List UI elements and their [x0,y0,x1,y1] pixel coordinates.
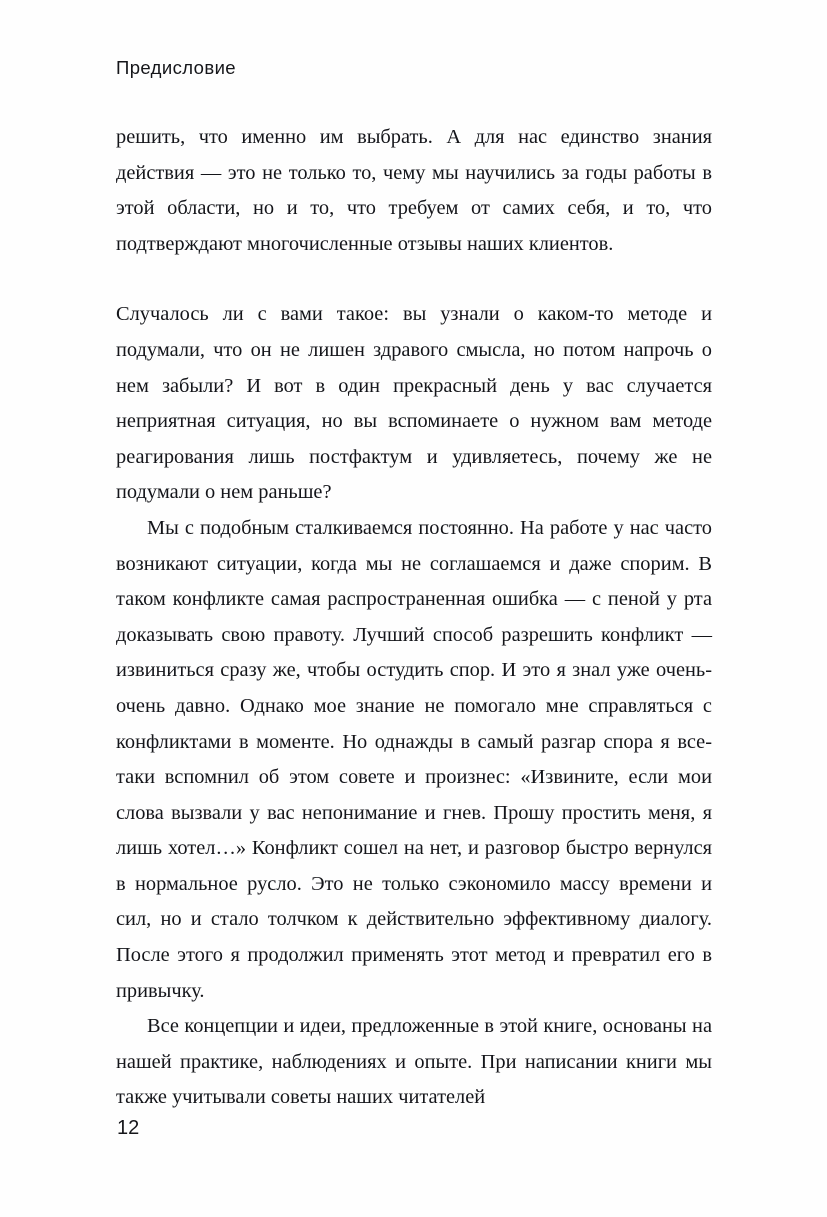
page-body [116,120,712,1116]
paragraph: решить, что именно им выбрать. А для нас единство знания действия — это не только то, чему мы научились за годы работы в этой области, но и то, что требуем от самих себя, и то, что подтверждают многочисленные отзывы наших клиентов. [116,126,712,255]
running-head: Предисловие [116,57,236,78]
paragraph: Случалось ли с вами такое: вы узнали о каком-то методе и подумали, что он не лишен здравого смысла, но потом напрочь о нем забыли? И вот в один прекрасный день у вас случается неприятная ситуация, но вы вспоминаете о нужном вам методе реагирования лишь постфактум и удивляетесь, почему же не подумали о нем раньше? [116,303,712,504]
page-number: 12 [117,1117,140,1139]
paragraph: Мы с подобным сталкиваемся постоянно. На работе у нас часто возникают ситуации, когда мы не соглашаемся и даже спорим. В таком конфликте самая распространенная ошибка — с пеной у рта доказывать свою правоту. Лучший способ разрешить конфликт — извиниться сразу же, чтобы остудить спор. И это я знал уже очень-очень давно. Однако мое знание не помогало мне справляться с конфликтами в моменте. Но однажды в самый разгар спора я все-таки вспомнил об этом совете и произнес: «Извините, если мои слова вызвали у вас непонимание и гнев. Прошу простить меня, я лишь хотел…» Конфликт сошел на нет, и разговор быстро вернулся в нормальное русло. Это не только сэкономило массу времени и сил, но и стало толчком к действительно эффективному диалогу. После этого я продолжил применять этот метод и превратил его в привычку. [116,516,712,1002]
paragraph: Все концепции и идеи, предложенные в этой книге, основаны на нашей практике, наблюдениях и опыте. При написании книги мы также учитывали советы наших читателей [116,1015,712,1109]
